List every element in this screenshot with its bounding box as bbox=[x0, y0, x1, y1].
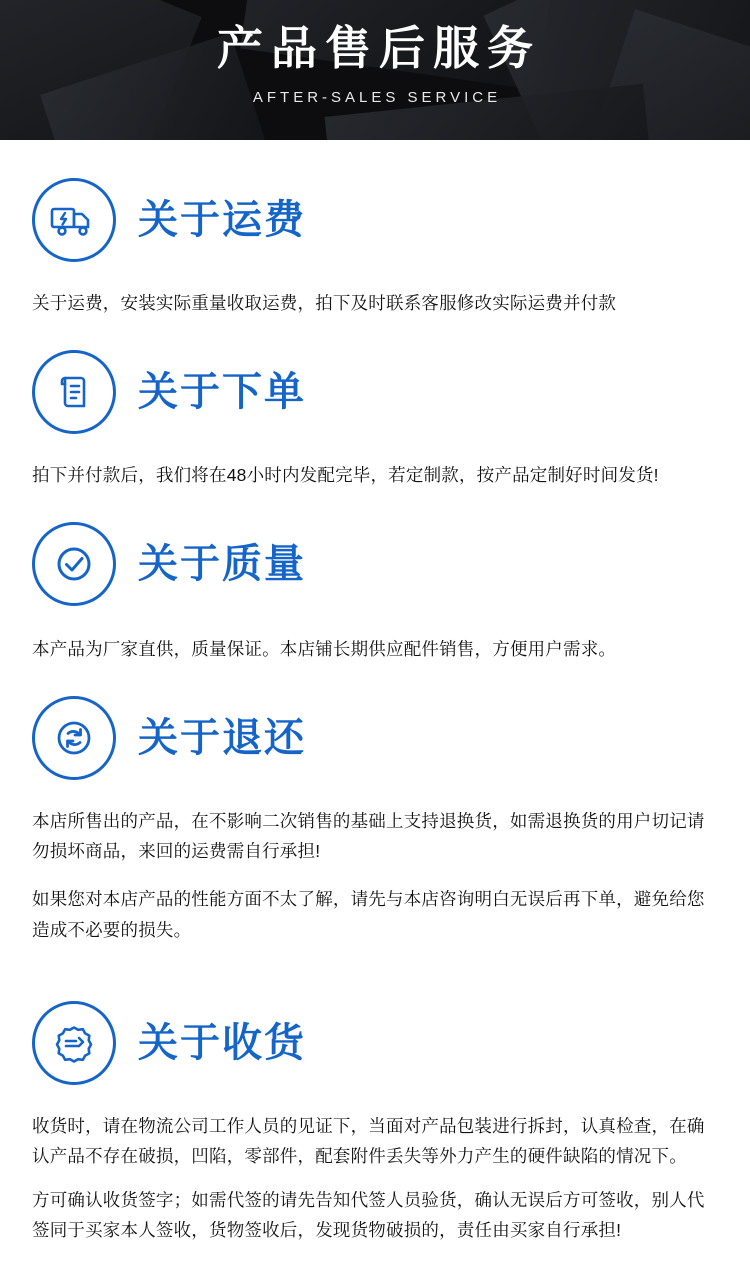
section-shipping-fee bbox=[0, 178, 750, 318]
section-header bbox=[18, 696, 732, 780]
section-paragraph: 收货时，请在物流公司工作人员的见证下，当面对产品包装进行拆封，认真检查，在确认产品不存在破损，凹陷，零部件，配套附件丢失等外力产生的硬件缺陷的情况下。 bbox=[32, 1115, 705, 1166]
section-receiving bbox=[0, 1001, 750, 1245]
service-sections bbox=[0, 178, 750, 1275]
section-paragraph: 本店所售出的产品，在不影响二次销售的基础上支持退换货，如需退换货的用户切记请勿损坏商品，来回的运费需自行承担! bbox=[32, 811, 705, 862]
receive-goods-badge-icon bbox=[32, 1001, 116, 1085]
section-paragraph: 本产品为厂家直供，质量保证。本店铺长期供应配件销售，方便用户需求。 bbox=[32, 639, 617, 660]
section-header bbox=[18, 350, 732, 434]
section-paragraph: 方可确认收货签字；如需代签的请先告知代签人员验货，确认无误后方可签收，别人代签同于买家本人签收，货物签收后，发现货物破损的，责任由买家自行承担! bbox=[32, 1189, 705, 1240]
section-body bbox=[18, 460, 732, 490]
section-header bbox=[18, 1001, 732, 1085]
section-returns bbox=[0, 696, 750, 944]
refresh-return-icon bbox=[32, 696, 116, 780]
section-quality bbox=[0, 522, 750, 664]
section-ordering bbox=[0, 350, 750, 490]
order-document-icon bbox=[32, 350, 116, 434]
page-header-banner bbox=[0, 0, 750, 140]
section-paragraph: 拍下并付款后，我们将在48小时内发配完毕，若定制款，按产品定制好时间发货! bbox=[32, 465, 659, 486]
delivery-truck-icon bbox=[32, 178, 116, 262]
section-paragraph: 关于运费，安装实际重量收取运费，拍下及时联系客服修改实际运费并付款 bbox=[32, 293, 617, 313]
section-title: 关于质量 bbox=[138, 542, 306, 587]
page-title: 产品售后服务 bbox=[217, 22, 541, 74]
section-body bbox=[18, 288, 732, 318]
section-title: 关于下单 bbox=[138, 370, 306, 415]
section-body bbox=[18, 806, 732, 944]
page-subtitle: AFTER-SALES SERVICE bbox=[252, 88, 502, 106]
section-title: 关于收货 bbox=[138, 1020, 306, 1065]
check-circle-icon bbox=[32, 522, 116, 606]
section-body bbox=[18, 1111, 732, 1245]
section-header bbox=[18, 178, 732, 262]
section-title: 关于退还 bbox=[138, 716, 306, 761]
section-paragraph: 如果您对本店产品的性能方面不太了解，请先与本店咨询明白无误后再下单，避免给您造成不必要的损失。 bbox=[32, 889, 705, 940]
section-title: 关于运费 bbox=[138, 198, 306, 242]
section-header bbox=[18, 522, 732, 606]
section-body bbox=[18, 634, 732, 664]
